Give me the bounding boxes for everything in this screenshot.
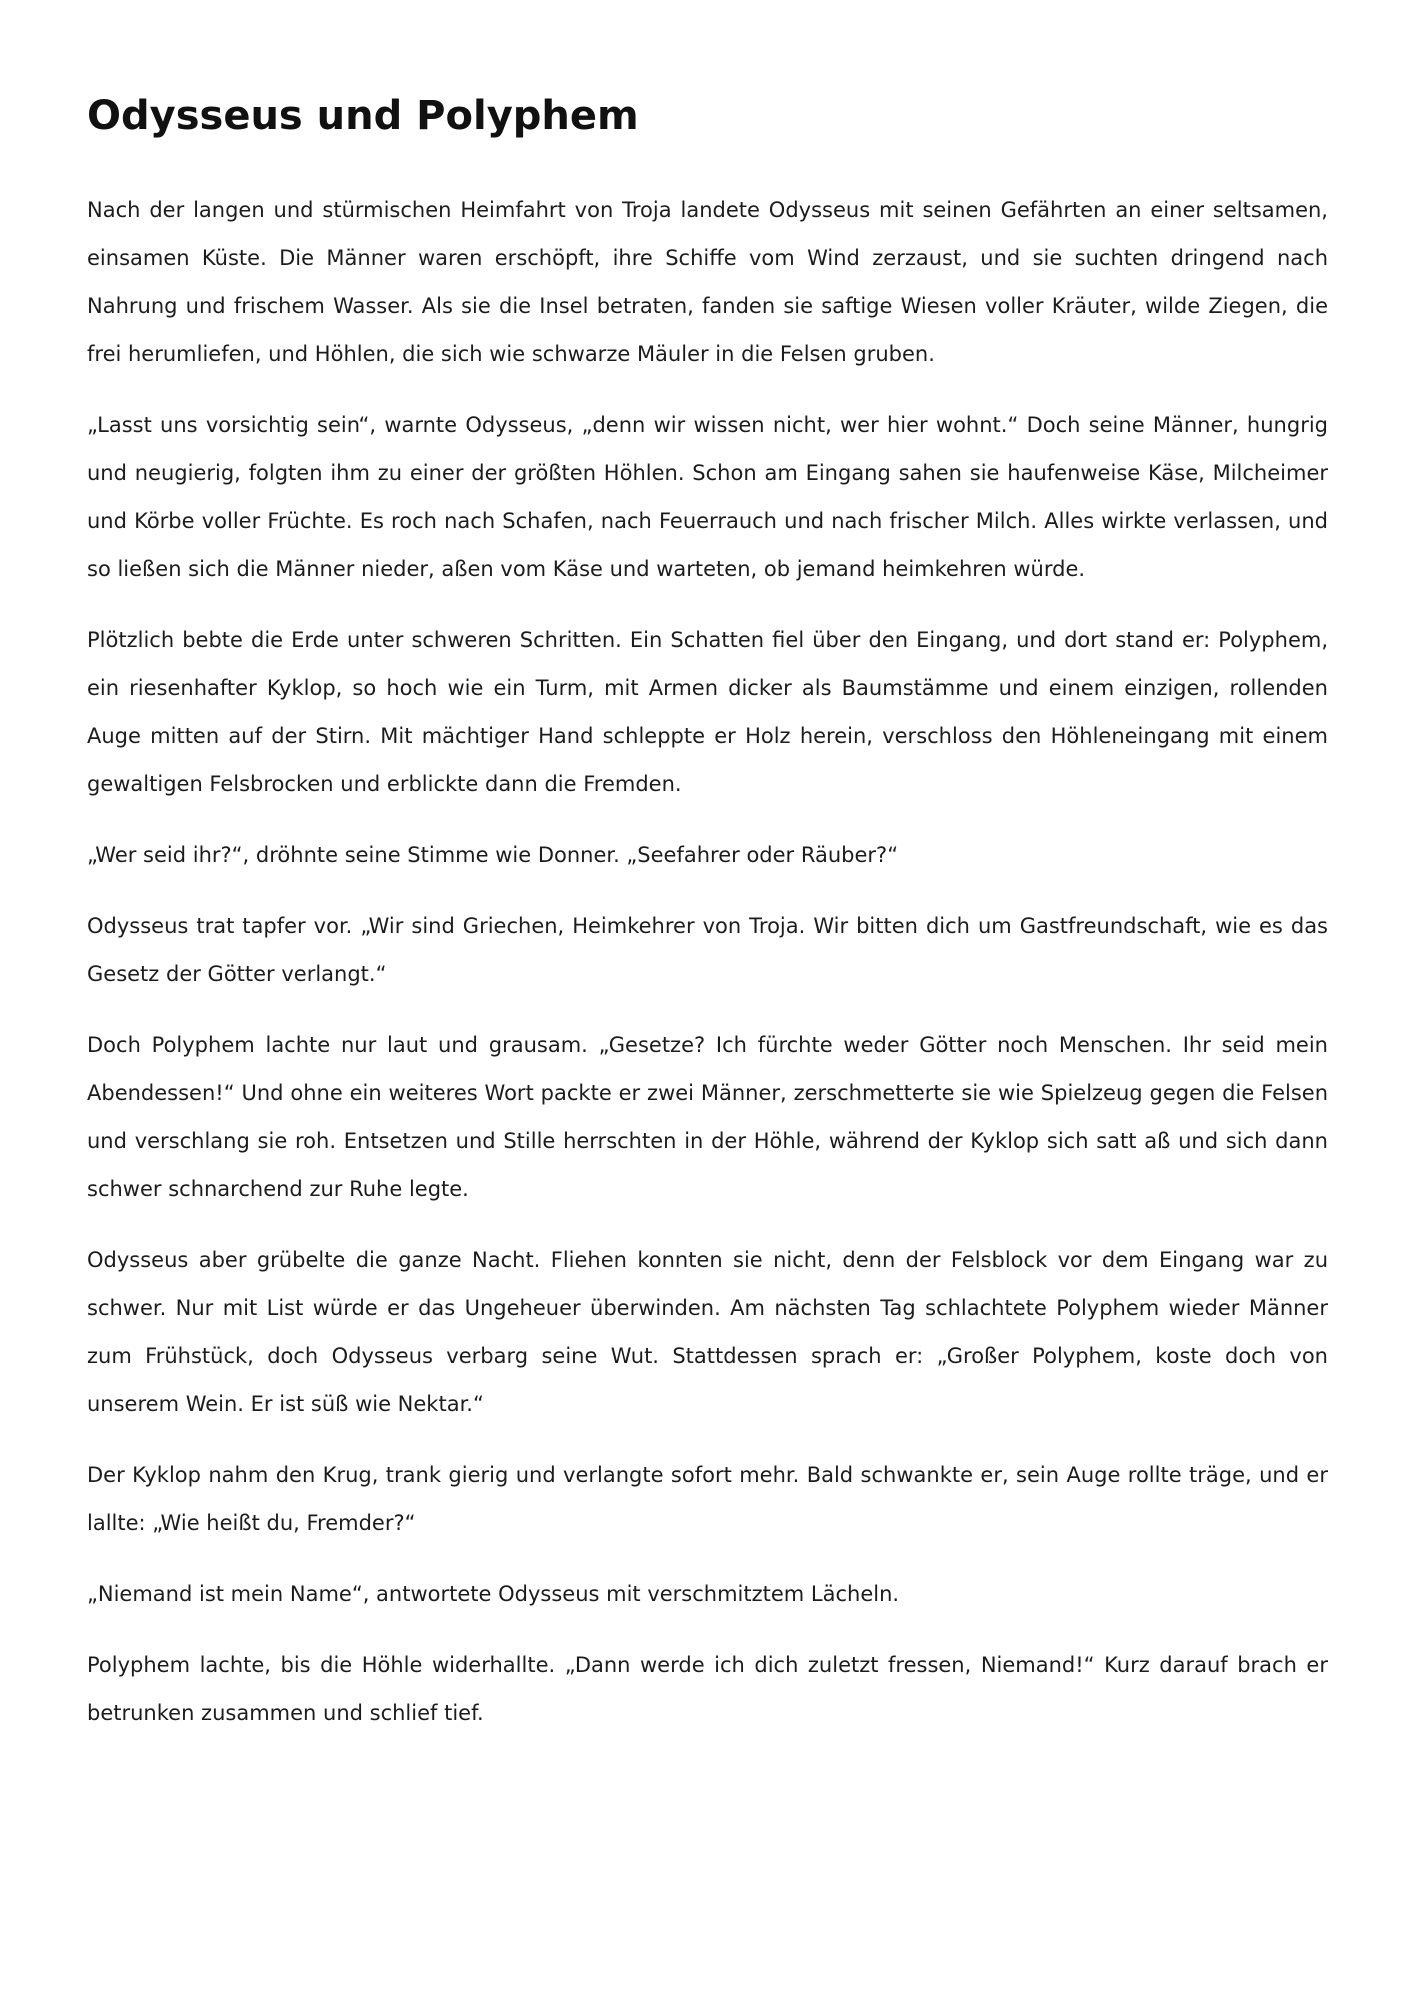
paragraph-6: Doch Polyphem lachte nur laut und grausam. „Gesetze? Ich fürchte weder Götter noch Menschen. Ihr seid mein Abendessen!“ Und ohne ein weiteres Wort packte er zwei Männer, zerschmetterte sie wie Spielzeug gegen die Felsen und verschlang sie roh. Entsetzen und Stille herrschten in der Höhle, während der Kyklop sich satt aß und sich dann schwer schnarchend zur Ruhe legte. <box>87 1033 1328 1201</box>
paragraph-2: „Lasst uns vorsichtig sein“, warnte Odysseus, „denn wir wissen nicht, wer hier wohnt.“ Doch seine Männer, hungrig und neugierig, folgten ihm zu einer der größten Höhlen. Schon am Eingang sahen sie haufenweise Käse, Milcheimer und Körbe voller Früchte. Es roch nach Schafen, nach Feuerrauch und nach frischer Milch. Alles wirkte verlassen, und so ließen sich die Männer nieder, aßen vom Käse und warteten, ob jemand heimkehren würde. <box>87 413 1328 581</box>
paragraph-10: Polyphem lachte, bis die Höhle widerhallte. „Dann werde ich dich zuletzt fressen, Niemand!“ Kurz darauf brach er betrunken zusammen und schlief tief. <box>87 1653 1328 1725</box>
paragraph-9: „Niemand ist mein Name“, antwortete Odysseus mit verschmitztem Lächeln. <box>87 1582 900 1606</box>
paragraph-5: Odysseus trat tapfer vor. „Wir sind Griechen, Heimkehrer von Troja. Wir bitten dich um Gastfreundschaft, wie es das Gesetz der Götter verlangt.“ <box>87 914 1328 986</box>
paragraph-7: Odysseus aber grübelte die ganze Nacht. Fliehen konnten sie nicht, denn der Felsblock vor dem Eingang war zu schwer. Nur mit List würde er das Ungeheuer überwinden. Am nächsten Tag schlachtete Polyphem wieder Männer zum Frühstück, doch Odysseus verbarg seine Wut. Stattdessen sprach er: „Großer Polyphem, koste doch von unserem Wein. Er ist süß wie Nektar.“ <box>87 1248 1328 1416</box>
document-page <box>87 80 1328 1760</box>
paragraph-1: Nach der langen und stürmischen Heimfahrt von Troja landete Odysseus mit seinen Gefährten an einer seltsamen, einsamen Küste. Die Männer waren erschöpft, ihre Schiffe vom Wind zerzaust, und sie suchten dringend nach Nahrung und frischem Wasser. Als sie die Insel betraten, fanden sie saftige Wiesen voller Kräuter, wilde Ziegen, die frei herumliefen, und Höhlen, die sich wie schwarze Mäuler in die Felsen gruben. <box>87 198 1328 366</box>
document-title: Odysseus und Polyphem <box>87 93 639 139</box>
paragraph-3: Plötzlich bebte die Erde unter schweren Schritten. Ein Schatten fiel über den Eingang, und dort stand er: Polyphem, ein riesenhafter Kyklop, so hoch wie ein Turm, mit Armen dicker als Baumstämme und einem einzigen, rollenden Auge mitten auf der Stirn. Mit mächtiger Hand schleppte er Holz herein, verschloss den Höhleneingang mit einem gewaltigen Felsbrocken und erblickte dann die Fremden. <box>87 628 1328 796</box>
paragraph-8: Der Kyklop nahm den Krug, trank gierig und verlangte sofort mehr. Bald schwankte er, sein Auge rollte träge, und er lallte: „Wie heißt du, Fremder?“ <box>87 1463 1328 1535</box>
paragraph-4: „Wer seid ihr?“, dröhnte seine Stimme wie Donner. „Seefahrer oder Räuber?“ <box>87 843 899 867</box>
